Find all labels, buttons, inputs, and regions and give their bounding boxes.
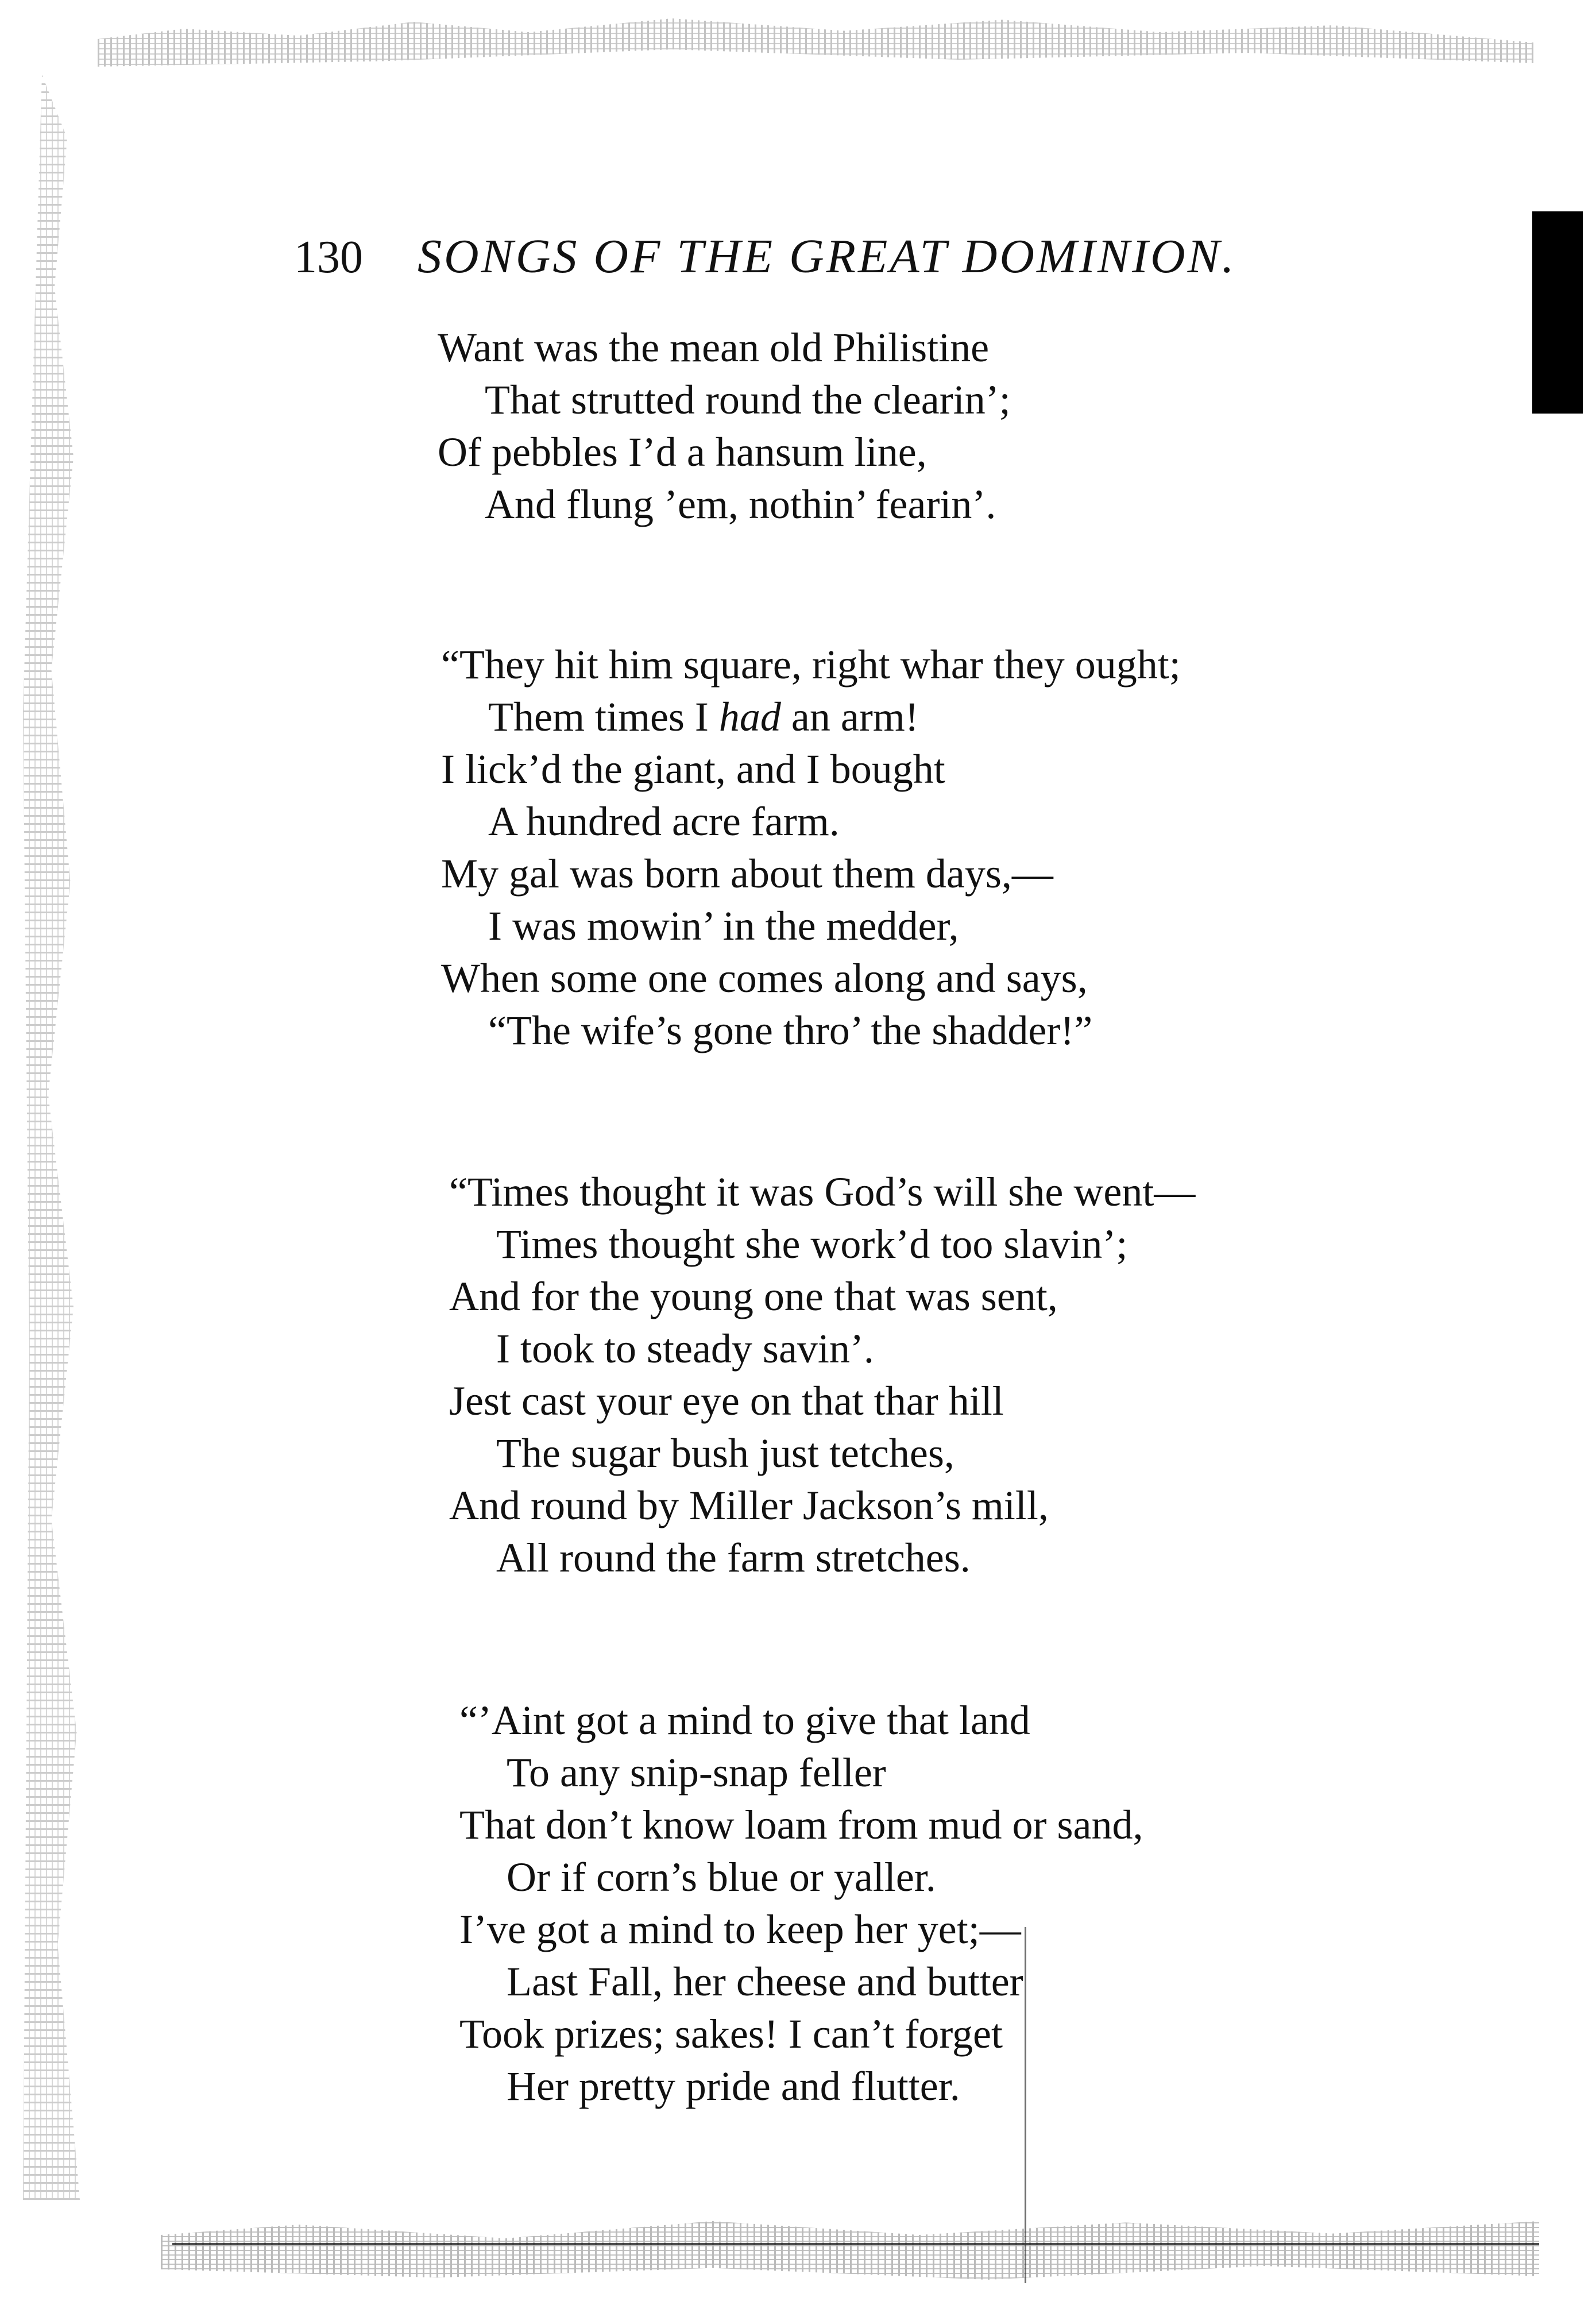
stanza-4 — [459, 1694, 1143, 2113]
poem-line: And flung ’em, nothin’ fearin’. — [485, 481, 996, 527]
poem-line: Took prizes; sakes! I can’t forget — [459, 2011, 1003, 2057]
poem-line: “Times thought it was God’s will she went— — [449, 1169, 1196, 1215]
poem-line: I lick’d the giant, and I bought — [441, 746, 945, 792]
stanza-3 — [449, 1166, 1195, 1584]
scan-edge-bottom — [161, 2214, 1539, 2283]
poem-line: Or if corn’s blue or yaller. — [507, 1854, 936, 1900]
poem-line: When some one comes along and says, — [441, 955, 1088, 1001]
poem-line: Last Fall, her cheese and butter — [507, 1959, 1023, 2005]
poem-line — [441, 691, 1181, 743]
poem-line: That strutted round the clearin’; — [485, 377, 1011, 423]
poem-line-tail: an arm! — [791, 694, 919, 740]
poem-line: I’ve got a mind to keep her yet;— — [459, 1906, 1021, 1952]
poem-line: The sugar bush just tetches, — [496, 1430, 954, 1476]
poem-line: That don’t know loam from mud or sand, — [459, 1802, 1143, 1848]
scan-edge-left — [23, 75, 86, 2200]
poem-line: I took to steady savin’. — [496, 1326, 874, 1372]
bottom-rule — [172, 2243, 1539, 2245]
poem-line: And round by Miller Jackson’s mill, — [449, 1482, 1049, 1528]
page-number: 130 — [294, 232, 363, 283]
emphasis-word: had — [718, 694, 781, 740]
poem-line: “The wife’s gone thro’ the shadder!” — [488, 1007, 1093, 1053]
stanza-1 — [438, 322, 1011, 531]
poem-line-text: Them times I — [488, 694, 709, 740]
poem-line: Jest cast your eye on that thar hill — [449, 1378, 1004, 1424]
poem-line: “They hit him square, right whar they ought; — [441, 642, 1181, 688]
running-head — [294, 230, 1236, 283]
poem-line: To any snip-snap feller — [507, 1750, 886, 1796]
scan-edge-top — [98, 11, 1533, 80]
poem-line: My gal was born about them days,— — [441, 851, 1053, 897]
poem-line: All round the farm stretches. — [496, 1535, 971, 1581]
scan-marker-bar — [1532, 211, 1583, 414]
poem-line: A hundred acre farm. — [488, 798, 840, 844]
poem-line: Want was the mean old Philistine — [438, 325, 990, 370]
poem-line: Of pebbles I’d a hansum line, — [438, 429, 927, 475]
stanza-2 — [441, 639, 1181, 1057]
poem-line: “’Aint got a mind to give that land — [459, 1697, 1030, 1743]
poem-line: And for the young one that was sent, — [449, 1273, 1058, 1319]
poem-line: Times thought she work’d too slavin’; — [496, 1221, 1128, 1267]
running-title: SONGS OF THE GREAT DOMINION. — [418, 230, 1236, 283]
poem-line: I was mowin’ in the medder, — [488, 903, 959, 949]
poem-line: Her pretty pride and flutter. — [507, 2063, 960, 2109]
